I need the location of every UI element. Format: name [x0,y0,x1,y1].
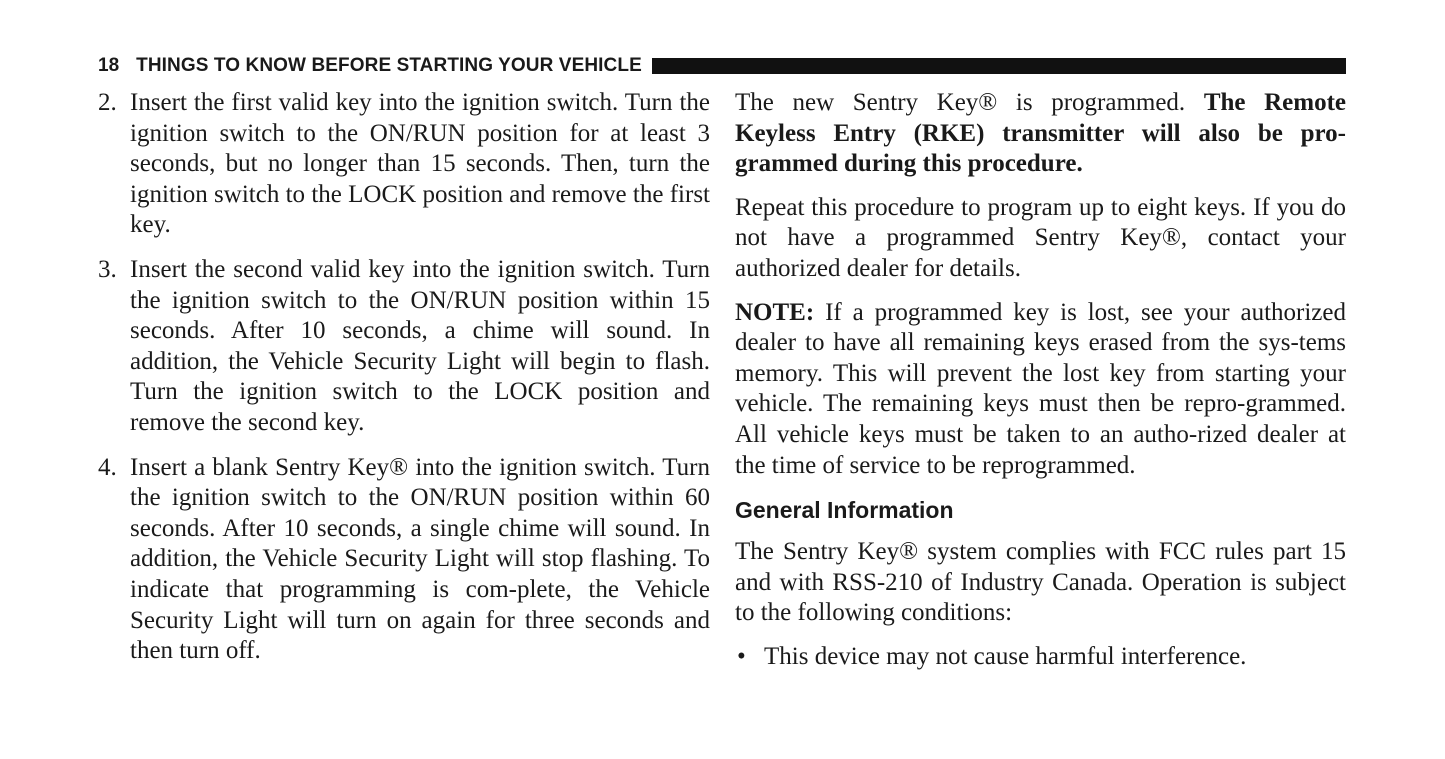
bullet-icon: • [737,642,746,670]
step-text: Insert the first valid key into the ignition switch. Turn the ignition switch to the ON/RUN position for at least 3 seconds, but no longer than 15 seconds. Then, turn the ignition switch to the LOCK position and remove the first key. [130,89,710,239]
repeat-paragraph: Repeat this procedure to program up to eight keys. If you do not have a programmed Sentry Key®, contact your authorized dealer for details. [735,193,1346,282]
note-paragraph [735,298,1346,482]
rke-bold-text: The Remote Keyless Entry (RKE) transmitter will also be pro-grammed during this procedure. [735,89,1347,178]
section-heading: General Information [735,497,954,524]
step-item [98,255,710,439]
page-number: 18 [98,55,120,76]
bullet-item [735,642,1346,673]
step-number: 4. [98,453,117,481]
step-item [98,88,710,241]
step-item [98,453,710,667]
bullet-text: This device may not cause harmful interference. [764,642,1247,670]
header-rule-bar [652,58,1346,74]
note-text: If a programmed key is lost, see your authorized dealer to have all remaining keys erased from the sys-tems memory. This will prevent the lost key from starting your vehicle. The remaining keys must then be repro-grammed. All vehicle keys must be taken to an autho-rized dealer at the time of service to be reprogrammed. [735,298,1346,479]
step-text: Insert a blank Sentry Key® into the ignition switch. Turn the ignition switch to the ON/RUN position within 60 seconds. After 10 seconds, a single chime will sound. In addition, the Vehicle Security Light will stop flashing. To indicate that programming is com-plete, the Vehicle Security Light will turn on again for three seconds and then turn off. [130,453,710,665]
page-header [98,54,1346,78]
programmed-text: The new Sentry Key® is programmed. [735,89,1204,116]
left-column [98,88,710,681]
programmed-paragraph [735,88,1346,180]
step-number: 2. [98,89,117,116]
running-title: THINGS TO KNOW BEFORE STARTING YOUR VEHICLE [136,55,642,76]
note-label: NOTE: [735,298,815,326]
fcc-paragraph: The Sentry Key® system complies with FCC rules part 15 and with RSS-210 of Industry Canada. Operation is subject to the following conditions: [735,538,1346,627]
step-text: Insert the second valid key into the ignition switch. Turn the ignition switch to the ON/RUN position within 15 seconds. After 10 seconds, a chime will sound. In addition, the Vehicle Security Light will begin to flash. Turn the ignition switch to the LOCK position and remove the second key. [130,255,710,436]
step-number: 3. [98,255,117,283]
right-column [735,88,1346,673]
